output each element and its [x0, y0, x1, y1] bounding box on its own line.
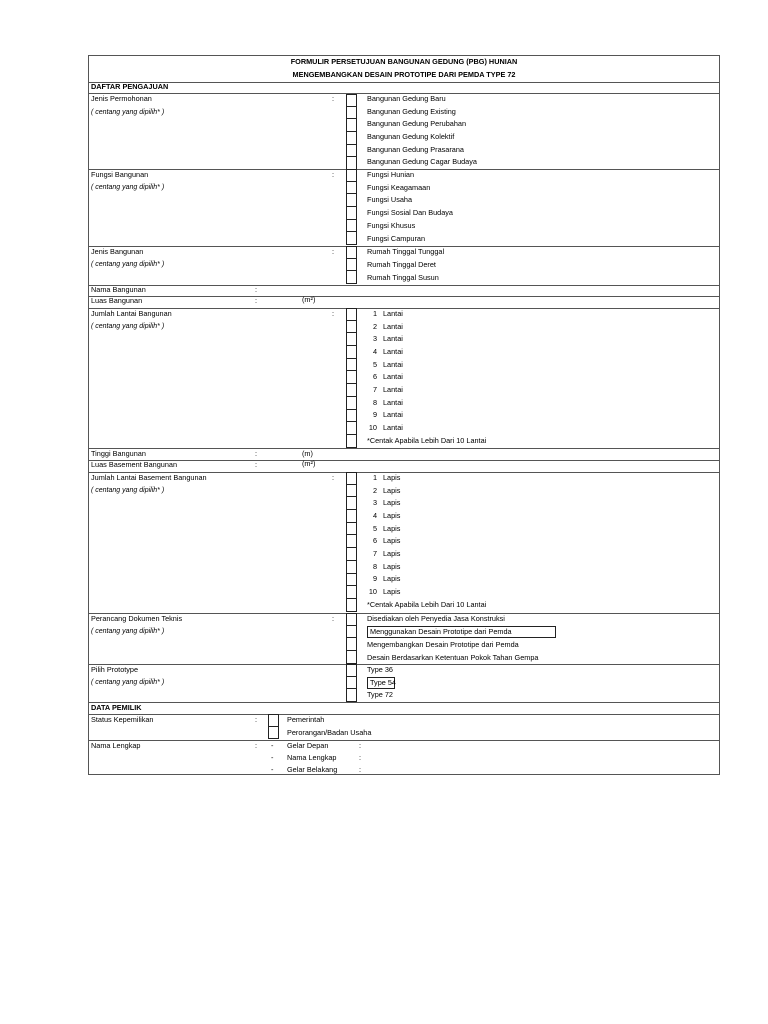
checkbox[interactable]: [347, 574, 356, 587]
lantai-number: 4: [372, 347, 377, 356]
checkbox[interactable]: [347, 664, 356, 677]
lantai-number: 6: [372, 372, 377, 381]
dash: -: [271, 753, 274, 762]
lapis-word: Lapis: [383, 486, 401, 495]
lantai-word: Lantai: [383, 410, 403, 419]
option-label: Bangunan Gedung Kolektif: [367, 132, 455, 141]
nama-lengkap-field: Nama Lengkap: [287, 753, 337, 762]
prototype-hint: ( centang yang dipilih* ): [91, 679, 165, 686]
jenis-bangunan-checkboxes[interactable]: [346, 246, 357, 284]
lapis-word: Lapis: [383, 511, 401, 520]
colon: :: [255, 741, 258, 750]
option-label: Bangunan Gedung Existing: [367, 107, 456, 116]
lantai-word: Lantai: [383, 322, 403, 331]
checkbox[interactable]: [269, 727, 278, 740]
lapis-number: 5: [372, 524, 377, 533]
checkbox[interactable]: [347, 246, 356, 259]
lapis-number: 10: [368, 587, 377, 596]
option-label: Type 72: [367, 690, 393, 699]
lapis-word: Lapis: [383, 562, 401, 571]
lantai-word: Lantai: [383, 334, 403, 343]
jumlah-lantai-label: Jumlah Lantai Bangunan: [91, 309, 172, 318]
lantai-word: Lantai: [383, 347, 403, 356]
option-label: Fungsi Sosial Dan Budaya: [367, 208, 453, 217]
option-label: Mengembangkan Desain Prototipe dari Pemda: [367, 640, 519, 649]
lapis-option: [367, 586, 400, 599]
lapis-option: [367, 535, 400, 548]
lantai-number: 1: [372, 309, 377, 318]
lantai-number: 3: [372, 334, 377, 343]
nama-bangunan-label: Nama Bangunan: [91, 285, 146, 294]
checkbox[interactable]: [347, 132, 356, 145]
checkbox[interactable]: [347, 561, 356, 574]
jenis-permohonan-checkboxes[interactable]: [346, 94, 357, 170]
option-label: Fungsi Khusus: [367, 221, 416, 230]
checkbox[interactable]: [347, 535, 356, 548]
colon: :: [332, 614, 335, 623]
colon: :: [359, 753, 362, 762]
lapis-note: *Centak Apabila Lebih Dari 10 Lantai: [367, 600, 487, 609]
checkbox[interactable]: [347, 435, 356, 448]
lantai-option: [367, 359, 403, 372]
gelar-depan-field: Gelar Depan: [287, 741, 329, 750]
checkbox[interactable]: [347, 207, 356, 220]
checkbox[interactable]: [347, 677, 356, 690]
perancang-hint: ( centang yang dipilih* ): [91, 628, 165, 635]
checkbox[interactable]: [347, 119, 356, 132]
lapis-number: 3: [372, 498, 377, 507]
option-label: Perorangan/Badan Usaha: [287, 728, 372, 737]
lantai-number: 9: [372, 410, 377, 419]
option-label: Rumah Tinggal Tunggal: [367, 247, 445, 256]
checkbox[interactable]: [347, 107, 356, 120]
tinggi-bangunan-label: Tinggi Bangunan: [91, 449, 146, 458]
lapis-word: Lapis: [383, 536, 401, 545]
tinggi-bangunan-unit: (m): [302, 449, 313, 458]
checkbox[interactable]: [347, 523, 356, 536]
checkbox[interactable]: [347, 397, 356, 410]
jenis-permohonan-label: Jenis Permohonan: [91, 94, 152, 103]
jumlah-basement-hint: ( centang yang dipilih* ): [91, 487, 165, 494]
colon: :: [332, 309, 335, 318]
jumlah-lantai-checkboxes[interactable]: [346, 308, 357, 448]
lantai-option: [367, 321, 403, 334]
checkbox[interactable]: [347, 638, 356, 651]
colon: :: [332, 94, 335, 103]
dash: -: [271, 741, 274, 750]
status-kepemilikan-label: Status Kepemilikan: [91, 715, 154, 724]
pbg-form: [88, 55, 720, 775]
prototype-label: Pilih Prototype: [91, 665, 139, 674]
colon: :: [359, 741, 362, 750]
lapis-number: 1: [372, 473, 377, 482]
checkbox[interactable]: [347, 651, 356, 664]
checkbox[interactable]: [347, 510, 356, 523]
lantai-option: [367, 371, 403, 384]
colon: :: [332, 170, 335, 179]
jumlah-lantai-hint: ( centang yang dipilih* ): [91, 323, 165, 330]
lapis-number: 4: [372, 511, 377, 520]
jenis-bangunan-hint: ( centang yang dipilih* ): [91, 261, 165, 268]
colon: :: [359, 765, 362, 774]
checkbox[interactable]: [347, 359, 356, 372]
option-label: Fungsi Keagamaan: [367, 183, 431, 192]
nama-lengkap-label: Nama Lengkap: [91, 741, 141, 750]
lapis-option: [367, 510, 400, 523]
lantai-word: Lantai: [383, 360, 403, 369]
checkbox[interactable]: [347, 689, 356, 702]
checkbox[interactable]: [347, 220, 356, 233]
fungsi-bangunan-checkboxes[interactable]: [346, 169, 357, 245]
checkbox[interactable]: [347, 548, 356, 561]
selected-option: Type 54: [367, 677, 395, 689]
gelar-belakang-field: Gelar Belakang: [287, 765, 338, 774]
fungsi-bangunan-hint: ( centang yang dipilih* ): [91, 184, 165, 191]
lantai-number: 10: [368, 423, 377, 432]
status-checkboxes[interactable]: [268, 714, 279, 739]
jenis-bangunan-label: Jenis Bangunan: [91, 247, 144, 256]
lantai-option: [367, 397, 403, 410]
fungsi-bangunan-label: Fungsi Bangunan: [91, 170, 149, 179]
lantai-option: [367, 409, 403, 422]
option-label: Rumah Tinggal Susun: [367, 273, 439, 282]
lapis-option: [367, 523, 400, 536]
lantai-word: Lantai: [383, 423, 403, 432]
lapis-number: 9: [372, 574, 377, 583]
data-pemilik-heading: DATA PEMILIK: [91, 703, 142, 712]
lantai-word: Lantai: [383, 309, 403, 318]
lantai-option: [367, 346, 403, 359]
option-label: Fungsi Hunian: [367, 170, 415, 179]
checkbox[interactable]: [347, 599, 356, 612]
option-label: Disediakan oleh Penyedia Jasa Konstruksi: [367, 614, 505, 623]
colon: :: [255, 296, 258, 305]
lapis-option: [367, 497, 400, 510]
lapis-number: 8: [372, 562, 377, 571]
lantai-note: *Centak Apabila Lebih Dari 10 Lantai: [367, 436, 487, 445]
option-label: Fungsi Usaha: [367, 195, 413, 204]
checkbox[interactable]: [347, 384, 356, 397]
checkbox[interactable]: [347, 259, 356, 272]
dash: -: [271, 765, 274, 774]
checkbox[interactable]: [347, 194, 356, 207]
checkbox[interactable]: [347, 271, 356, 284]
checkbox[interactable]: [347, 232, 356, 245]
colon: :: [255, 460, 258, 469]
option-label: Bangunan Gedung Baru: [367, 94, 446, 103]
checkbox[interactable]: [347, 371, 356, 384]
lapis-option: [367, 485, 400, 498]
lapis-word: Lapis: [383, 524, 401, 533]
option-label: Pemerintah: [287, 715, 325, 724]
option-label: Desain Berdasarkan Ketentuan Pokok Tahan Gempa: [367, 653, 539, 662]
jumlah-basement-label: Jumlah Lantai Basement Bangunan: [91, 473, 207, 482]
jumlah-basement-checkboxes[interactable]: [346, 472, 357, 612]
jenis-permohonan-hint: ( centang yang dipilih* ): [91, 109, 165, 116]
checkbox[interactable]: [347, 472, 356, 485]
lapis-option: [367, 573, 400, 586]
lantai-number: 8: [372, 398, 377, 407]
option-label: Type 36: [367, 665, 393, 674]
checkbox[interactable]: [347, 422, 356, 435]
lantai-word: Lantai: [383, 398, 403, 407]
lantai-number: 2: [372, 322, 377, 331]
option-label: Bangunan Gedung Cagar Budaya: [367, 157, 477, 166]
colon: :: [332, 247, 335, 256]
lapis-word: Lapis: [383, 473, 401, 482]
checkbox[interactable]: [347, 94, 356, 107]
checkbox[interactable]: [347, 333, 356, 346]
colon: :: [255, 449, 258, 458]
checkbox[interactable]: [347, 410, 356, 423]
lapis-option: [367, 561, 400, 574]
lapis-option: [367, 472, 400, 485]
perancang-label: Perancang Dokumen Teknis: [91, 614, 183, 623]
checkbox[interactable]: [347, 308, 356, 321]
selected-option: Menggunakan Desain Prototipe dari Pemda: [367, 626, 556, 638]
lapis-word: Lapis: [383, 549, 401, 558]
option-label: Bangunan Gedung Prasarana: [367, 145, 464, 154]
lantai-option: [367, 333, 403, 346]
lapis-number: 2: [372, 486, 377, 495]
colon: :: [255, 715, 258, 724]
lantai-number: 5: [372, 360, 377, 369]
form-title-line2: MENGEMBANGKAN DESAIN PROTOTIPE DARI PEMDA TYPE 72: [292, 70, 516, 79]
colon: :: [332, 473, 335, 482]
checkbox[interactable]: [347, 485, 356, 498]
lantai-option: [367, 422, 403, 435]
checkbox[interactable]: [347, 169, 356, 182]
luas-basement-label: Luas Basement Bangunan: [91, 460, 178, 469]
luas-basement-unit: (m²): [302, 459, 316, 468]
lantai-word: Lantai: [383, 372, 403, 381]
checkbox[interactable]: [347, 182, 356, 195]
lapis-word: Lapis: [383, 574, 401, 583]
option-label: Bangunan Gedung Perubahan: [367, 119, 466, 128]
lantai-option: [367, 384, 403, 397]
lantai-option: [367, 308, 403, 321]
checkbox[interactable]: [347, 145, 356, 158]
colon: :: [255, 285, 258, 294]
checkbox[interactable]: [347, 613, 356, 626]
lapis-option: [367, 548, 400, 561]
checkbox[interactable]: [347, 321, 356, 334]
lantai-word: Lantai: [383, 385, 403, 394]
option-label: Fungsi Campuran: [367, 234, 425, 243]
checkbox[interactable]: [347, 497, 356, 510]
lapis-number: 7: [372, 549, 377, 558]
daftar-pengajuan-heading: DAFTAR PENGAJUAN: [91, 82, 169, 91]
perancang-checkboxes[interactable]: [346, 613, 357, 664]
lapis-number: 6: [372, 536, 377, 545]
lapis-word: Lapis: [383, 587, 401, 596]
lapis-word: Lapis: [383, 498, 401, 507]
lantai-number: 7: [372, 385, 377, 394]
luas-bangunan-label: Luas Bangunan: [91, 296, 143, 305]
checkbox[interactable]: [347, 586, 356, 599]
form-title-line1: FORMULIR PERSETUJUAN BANGUNAN GEDUNG (PBG) HUNIAN: [290, 57, 518, 66]
checkbox[interactable]: [347, 626, 356, 639]
checkbox[interactable]: [269, 714, 278, 727]
checkbox[interactable]: [347, 346, 356, 359]
option-label: Rumah Tinggal Deret: [367, 260, 436, 269]
prototype-checkboxes[interactable]: [346, 664, 357, 702]
luas-bangunan-unit: (m²): [302, 295, 316, 304]
